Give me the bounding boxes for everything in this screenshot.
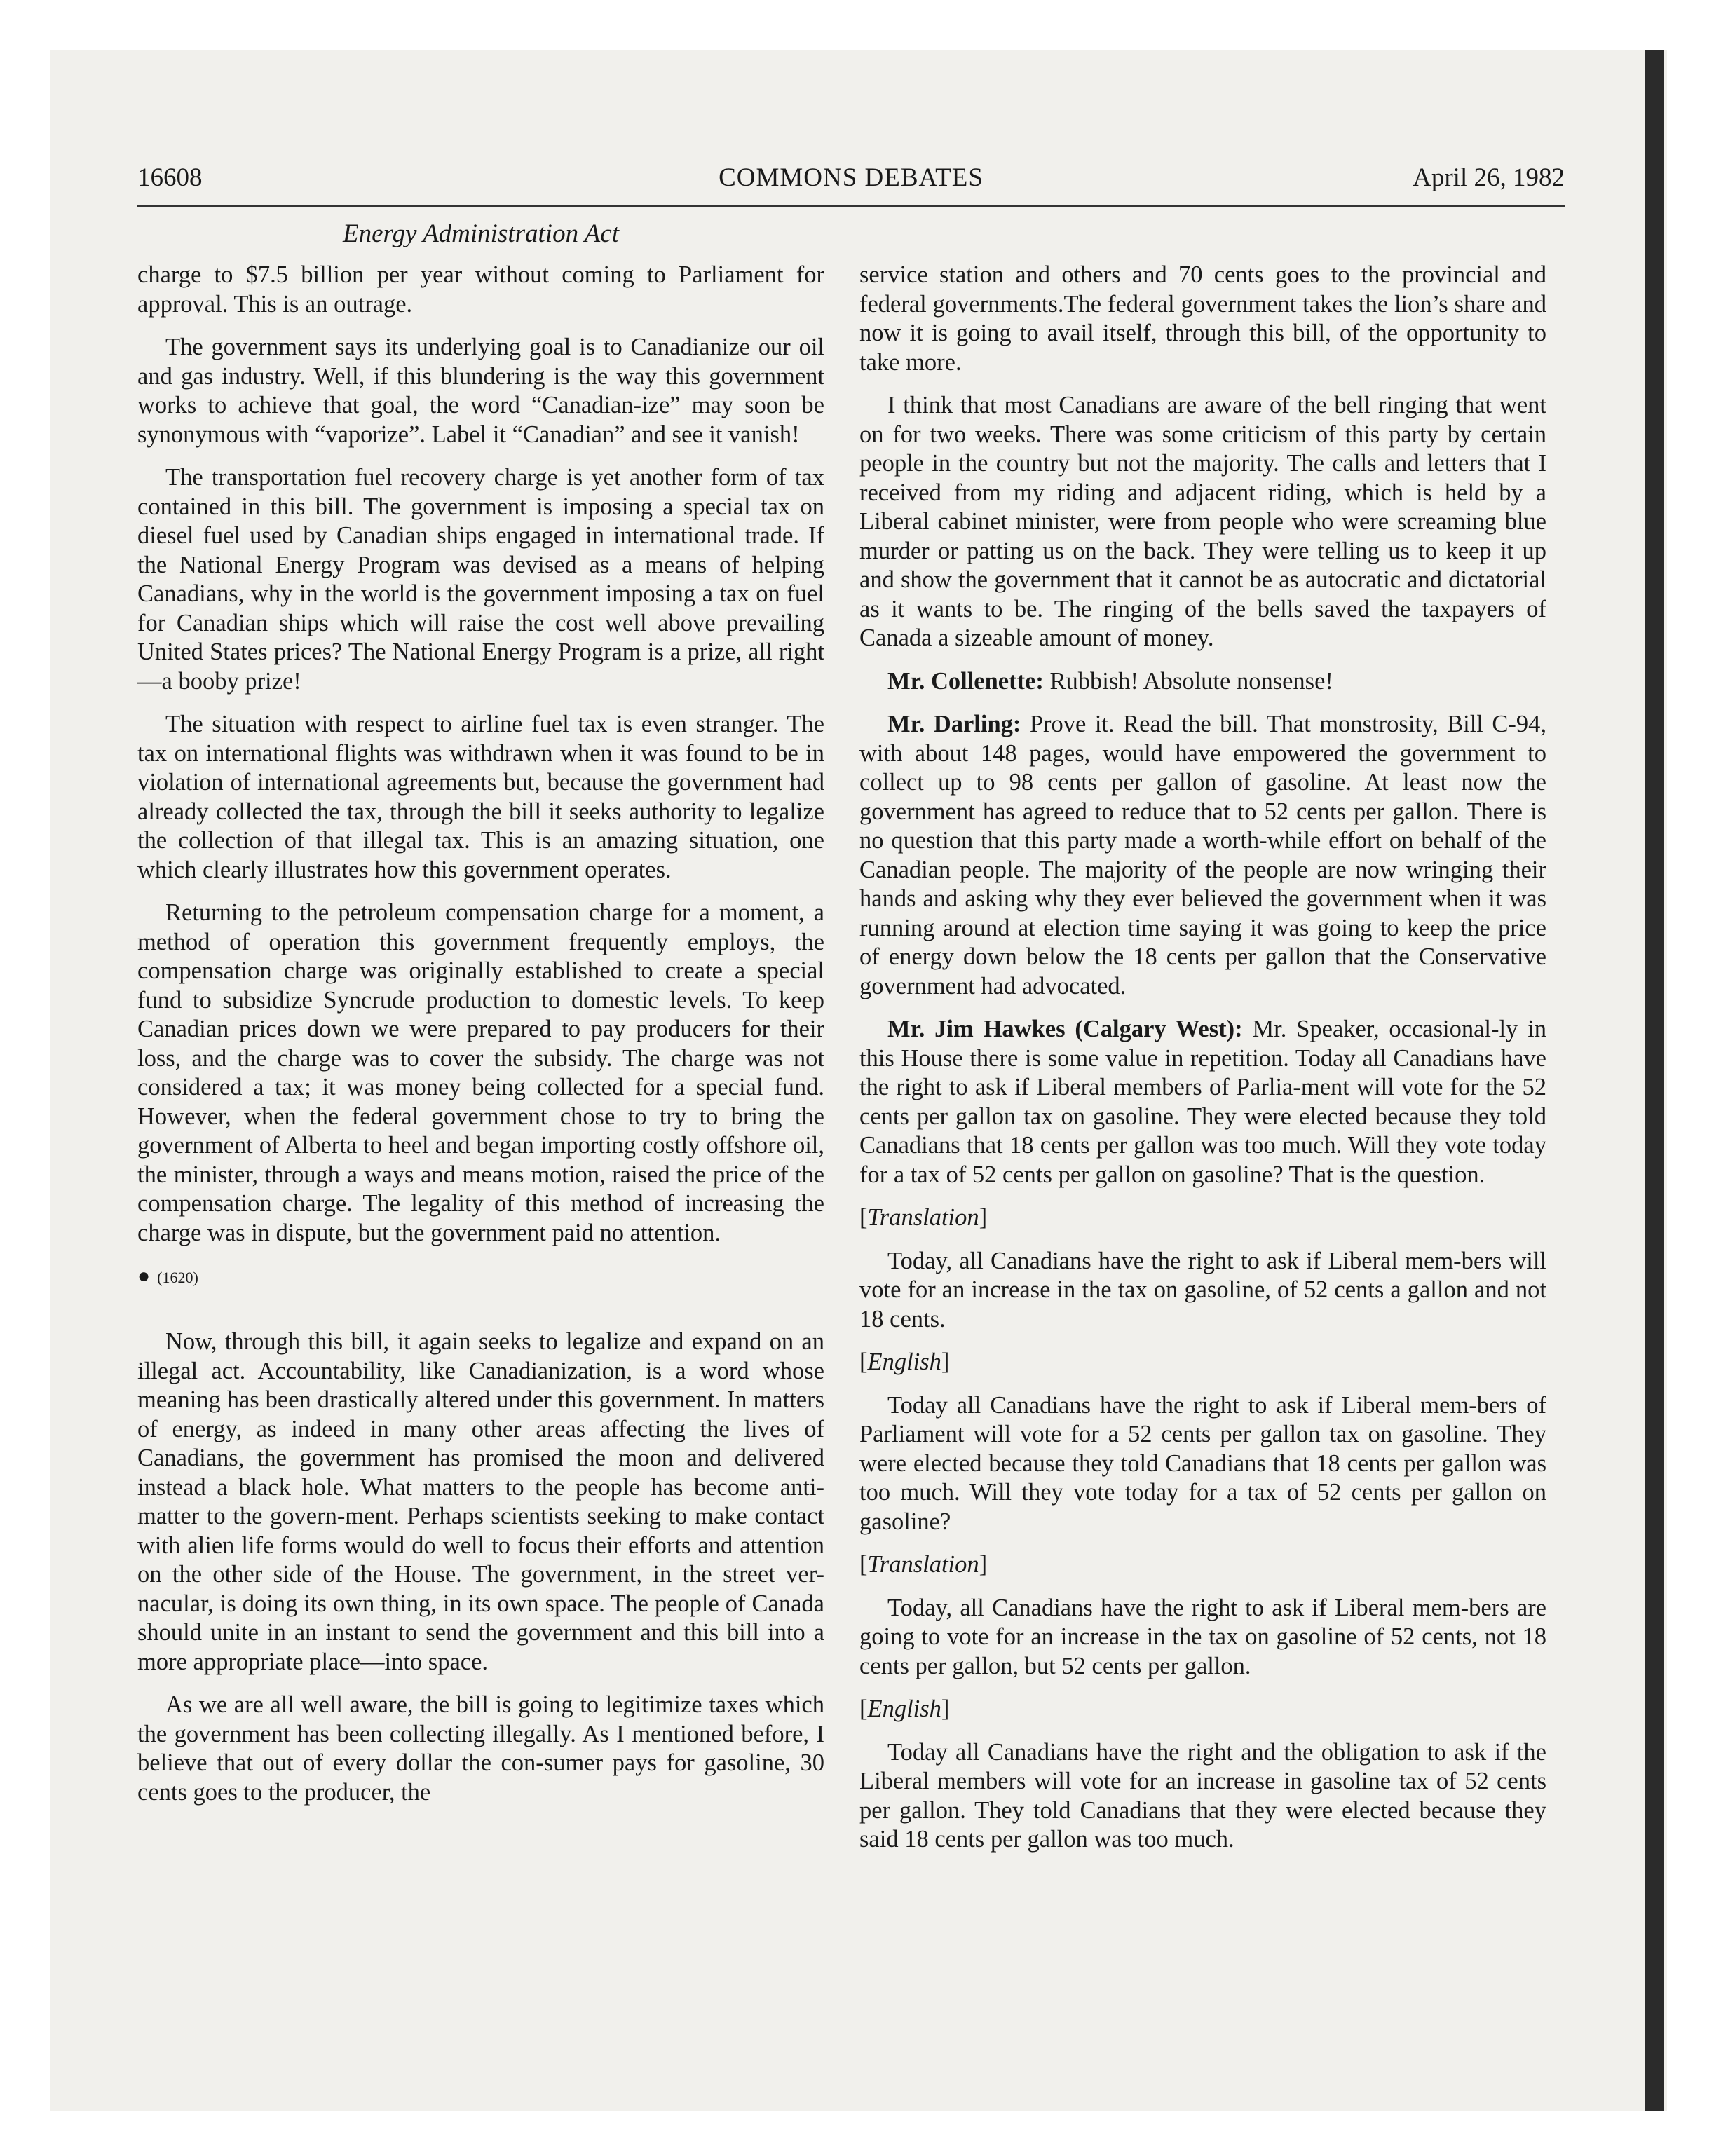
speaker-name: Mr. Jim Hawkes (Calgary West): [887,1016,1243,1042]
paragraph: As we are all well aware, the bill is going to legitimize taxes which the government has been collecting illegally. As I mentioned before, I believe that out of every dollar the con-sumer pays for gasoline, 30 cents goes to the producer, the [137,1691,824,1806]
speech [859,1015,1546,1189]
page-header [137,163,1565,207]
section-title: Energy Administration Act [343,219,619,248]
speech-text: Rubbish! Absolute nonsense! [1049,667,1333,695]
language-label: English [867,1349,941,1375]
paragraph: service station and others and 70 cents goes to the provincial and federal governments.The federal government takes the lion’s share and now it is going to avail itself, through this bill, of the opportunity to take more. [859,261,1546,376]
speaker-name: Mr. Darling: [887,711,1021,737]
speech-text: Mr. Speaker, occasional-ly in this House there is some value in repetition. Today all Canadians have the right to ask if Liberal members of Parlia-ment will vote for the 52 cents per gallon tax on gasoline. They were elected because they told Canadians that 18 cents per gallon was too much. Will they vote today for a tax of 52 cents per gallon on gasoline? That is the question. [859,1016,1546,1188]
paragraph: Today all Canadians have the right to ask if Liberal mem-bers of Parliament will vote for a 52 cents per gallon tax on gasoline. They were elected because they told Canadians that 18 cents per gallon was too much. Will they vote today for a tax of 52 cents per gallon on gasoline? [859,1391,1546,1535]
paragraph: Today all Canadians have the right and the obligation to ask if the Liberal members will vote for an increase in gasoline tax of 52 cents per gallon. They told Canadians that they were elected because they said 18 cents per gallon was too much. [859,1738,1546,1853]
speech-text: Prove it. Read the bill. That monstrosity, Bill C-94, with about 148 pages, would have empowered the government to collect up to 98 cents per gallon of gasoline. At least now the government has agreed to reduce that to 52 cents per gallon. There is no question that this party made a worth-while effort on behalf of the Canadian people. The majority of the people are now wringing their hands and asking why they ever believed the government when it was running around at election time saying it was going to keep the price of energy down below the 18 cents per gallon that the Conservative government had advocated. [859,711,1546,999]
paragraph: The transportation fuel recovery charge is yet another form of tax contained in this bill. The government is imposing a special tax on diesel fuel used by Canadian ships engaged in international trade. If the National Energy Program was devised as a means of helping Canadians, why in the world is the government imposing a tax on fuel for Canadian ships which will raise the cost well above prevailing United States prices? The National Energy Program is a prize, all right—a booby prize! [137,464,824,695]
left-column [137,261,824,1821]
paragraph: I think that most Canadians are aware of the bell ringing that went on for two weeks. There was some criticism of this party by certain people in the country but not the majority. The calls and letters that I received from my riding and adjacent riding, which is held by a Liberal cabinet minister, were from people who were screaming blue murder or patting us on the back. They were telling us to keep it up and show the government that it cannot be as autocratic and dictatorial as it wants to be. The ringing of the bells saved the taxpayers of Canada a sizeable amount of money. [859,392,1546,651]
language-marker: [English] [859,1696,950,1722]
language-marker: [Translation] [859,1551,988,1578]
language-label: Translation [867,1551,979,1578]
page-number: 16608 [137,163,203,192]
paragraph: Returning to the petroleum compensation charge for a moment, a method of operation this government frequently employs, the compensation charge was originally established to create a special fund to subsidize Syncrude production to domestic levels. To keep Canadian prices down we were prepared to pay producers for their loss, and the charge was to cover the subsidy. The charge was not considered a tax; it was money being collected for a special fund. However, when the federal government chose to try to bring the government of Alberta to heel and began importing costly offshore oil, the minister, through a ways and means motion, raised the price of the compensation charge. The legality of this method of increasing the charge was in dispute, but the government paid no attention. [137,899,824,1246]
speech [859,710,1546,1001]
language-marker: [English] [859,1349,950,1375]
speaker-name: Mr. Collenette: [887,667,1044,695]
paragraph: The situation with respect to airline fuel tax is even stranger. The tax on international flights was withdrawn when it was found to be in violation of international agreements but, because the government had already collected the tax, through the bill it seeks authority to legalize the collection of that illegal tax. This is an amazing situation, one which clearly illustrates how this government operates. [137,711,824,883]
paragraph: Now, through this bill, it again seeks to legalize and expand on an illegal act. Accountability, like Canadianization, is a word whose meaning has been drastically altered under this government. In matters of energy, as indeed in many other areas affecting the lives of Canadians, the government has promised the moon and delivered instead a black hole. What matters to the people has become anti-matter to the govern-ment. Perhaps scientists seeking to make contact with alien life forms would do well to focus their efforts and attention on the other side of the House. The government, in the street ver-nacular, is doing its own thing, in its own space. The people of Canada should unite in an instant to send the government and this bill into a more appropriate place—into space. [137,1328,824,1675]
paragraph: charge to $7.5 billion per year without coming to Parliament for approval. This is an outrage. [137,261,824,318]
time-stamp [137,1266,824,1288]
publication-title: COMMONS DEBATES [719,163,984,192]
bullet-icon: ● [137,1264,151,1288]
speech [859,667,1546,697]
paragraph: Today, all Canadians have the right to ask if Liberal mem-bers are going to vote for an increase in the tax on gasoline of 52 cents, not 18 cents per gallon, but 52 cents per gallon. [859,1594,1546,1679]
publication-date: April 26, 1982 [1413,163,1565,192]
scan-edge-bar [1645,50,1664,2111]
paragraph: The government says its underlying goal is to Canadianize our oil and gas industry. Well, if this blundering is the way this government works to achieve that goal, the word “Canadian-ize” may soon be synonymous with “vaporize”. Label it “Canadian” and see it vanish! [137,334,824,448]
right-column [859,261,1546,1869]
language-marker: [Translation] [859,1204,988,1231]
paragraph: Today, all Canadians have the right to ask if Liberal mem-bers will vote for an increase in the tax on gasoline, of 52 cents a gallon and not 18 cents. [859,1247,1546,1332]
time-stamp-text: (1620) [157,1269,198,1286]
language-label: Translation [867,1204,979,1231]
language-label: English [867,1696,941,1722]
